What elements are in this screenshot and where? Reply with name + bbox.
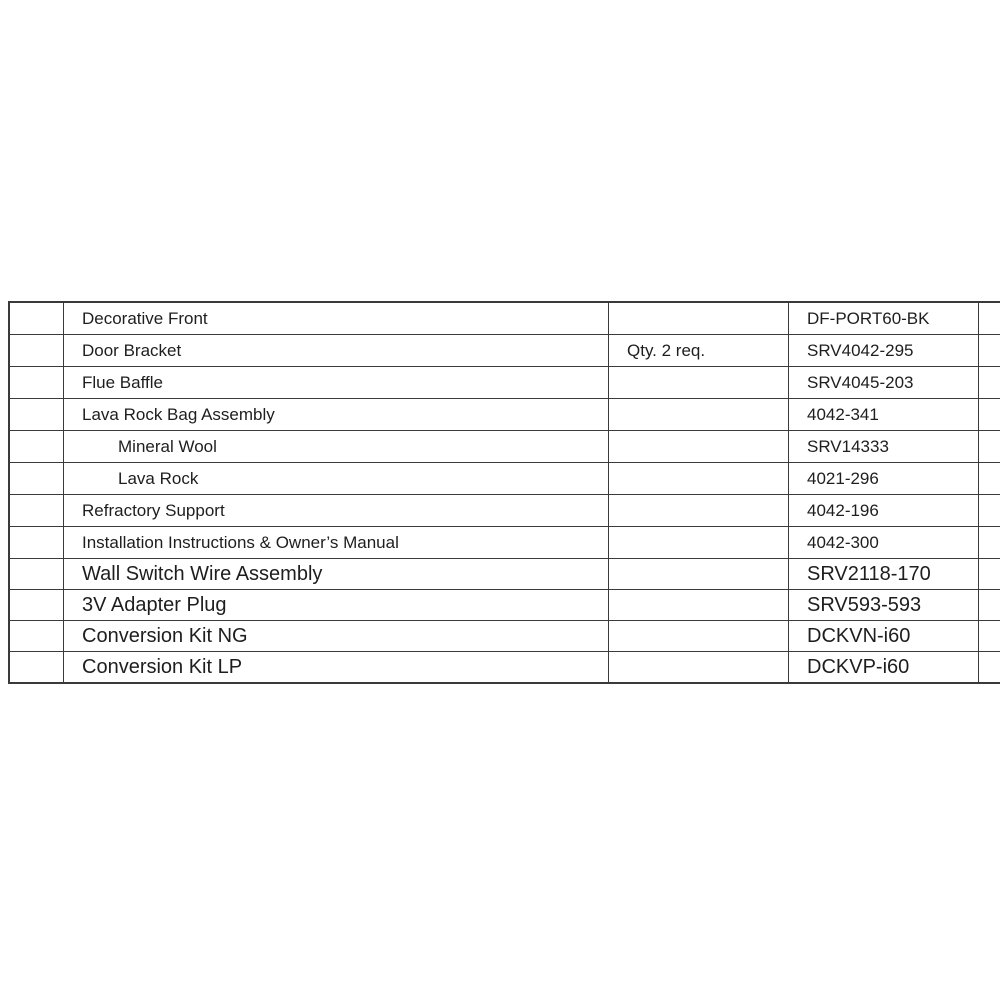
table-row xyxy=(9,652,1000,684)
quantity-cell xyxy=(609,495,789,527)
description-cell: Door Bracket xyxy=(64,335,609,367)
quantity-cell xyxy=(609,463,789,495)
quantity-cell xyxy=(609,652,789,684)
table-row xyxy=(9,559,1000,590)
item-number-cell xyxy=(9,559,64,590)
extra-cell xyxy=(979,367,1000,399)
part-number-cell: 4042-341 xyxy=(789,399,979,431)
quantity-cell xyxy=(609,559,789,590)
part-number-cell: 4042-196 xyxy=(789,495,979,527)
table-row xyxy=(9,431,1000,463)
item-number-cell xyxy=(9,335,64,367)
item-number-cell xyxy=(9,652,64,684)
extra-cell xyxy=(979,527,1000,559)
description-cell: Decorative Front xyxy=(64,302,609,335)
description-cell: Installation Instructions & Owner’s Manual xyxy=(64,527,609,559)
item-number-cell xyxy=(9,431,64,463)
extra-cell xyxy=(979,431,1000,463)
item-number-cell xyxy=(9,527,64,559)
part-number-cell: 4021-296 xyxy=(789,463,979,495)
extra-cell xyxy=(979,559,1000,590)
extra-cell xyxy=(979,652,1000,684)
table-row xyxy=(9,621,1000,652)
extra-cell xyxy=(979,302,1000,335)
description-cell: Refractory Support xyxy=(64,495,609,527)
part-number-cell: SRV4042-295 xyxy=(789,335,979,367)
part-number-cell: 4042-300 xyxy=(789,527,979,559)
quantity-cell xyxy=(609,621,789,652)
quantity-cell: Qty. 2 req. xyxy=(609,335,789,367)
extra-cell xyxy=(979,495,1000,527)
table-row xyxy=(9,335,1000,367)
part-number-cell: DF-PORT60-BK xyxy=(789,302,979,335)
part-number-cell: SRV2118-170 xyxy=(789,559,979,590)
description-cell: Conversion Kit NG xyxy=(64,621,609,652)
description-cell: Mineral Wool xyxy=(64,431,609,463)
table-row xyxy=(9,527,1000,559)
extra-cell xyxy=(979,463,1000,495)
item-number-cell xyxy=(9,463,64,495)
table-row xyxy=(9,495,1000,527)
description-cell: Conversion Kit LP xyxy=(64,652,609,684)
description-cell: 3V Adapter Plug xyxy=(64,590,609,621)
item-number-cell xyxy=(9,621,64,652)
table-row xyxy=(9,590,1000,621)
parts-table xyxy=(8,301,1000,684)
extra-cell xyxy=(979,590,1000,621)
part-number-cell: SRV14333 xyxy=(789,431,979,463)
item-number-cell xyxy=(9,302,64,335)
table-row xyxy=(9,302,1000,335)
extra-cell xyxy=(979,335,1000,367)
table-row xyxy=(9,463,1000,495)
quantity-cell xyxy=(609,590,789,621)
quantity-cell xyxy=(609,431,789,463)
description-cell: Lava Rock xyxy=(64,463,609,495)
quantity-cell xyxy=(609,367,789,399)
extra-cell xyxy=(979,621,1000,652)
description-cell: Flue Baffle xyxy=(64,367,609,399)
item-number-cell xyxy=(9,399,64,431)
table-row xyxy=(9,367,1000,399)
quantity-cell xyxy=(609,302,789,335)
part-number-cell: SRV593-593 xyxy=(789,590,979,621)
item-number-cell xyxy=(9,590,64,621)
description-cell: Wall Switch Wire Assembly xyxy=(64,559,609,590)
part-number-cell: DCKVN-i60 xyxy=(789,621,979,652)
quantity-cell xyxy=(609,527,789,559)
extra-cell xyxy=(979,399,1000,431)
item-number-cell xyxy=(9,367,64,399)
quantity-cell xyxy=(609,399,789,431)
item-number-cell xyxy=(9,495,64,527)
description-cell: Lava Rock Bag Assembly xyxy=(64,399,609,431)
table-row xyxy=(9,399,1000,431)
part-number-cell: SRV4045-203 xyxy=(789,367,979,399)
part-number-cell: DCKVP-i60 xyxy=(789,652,979,684)
